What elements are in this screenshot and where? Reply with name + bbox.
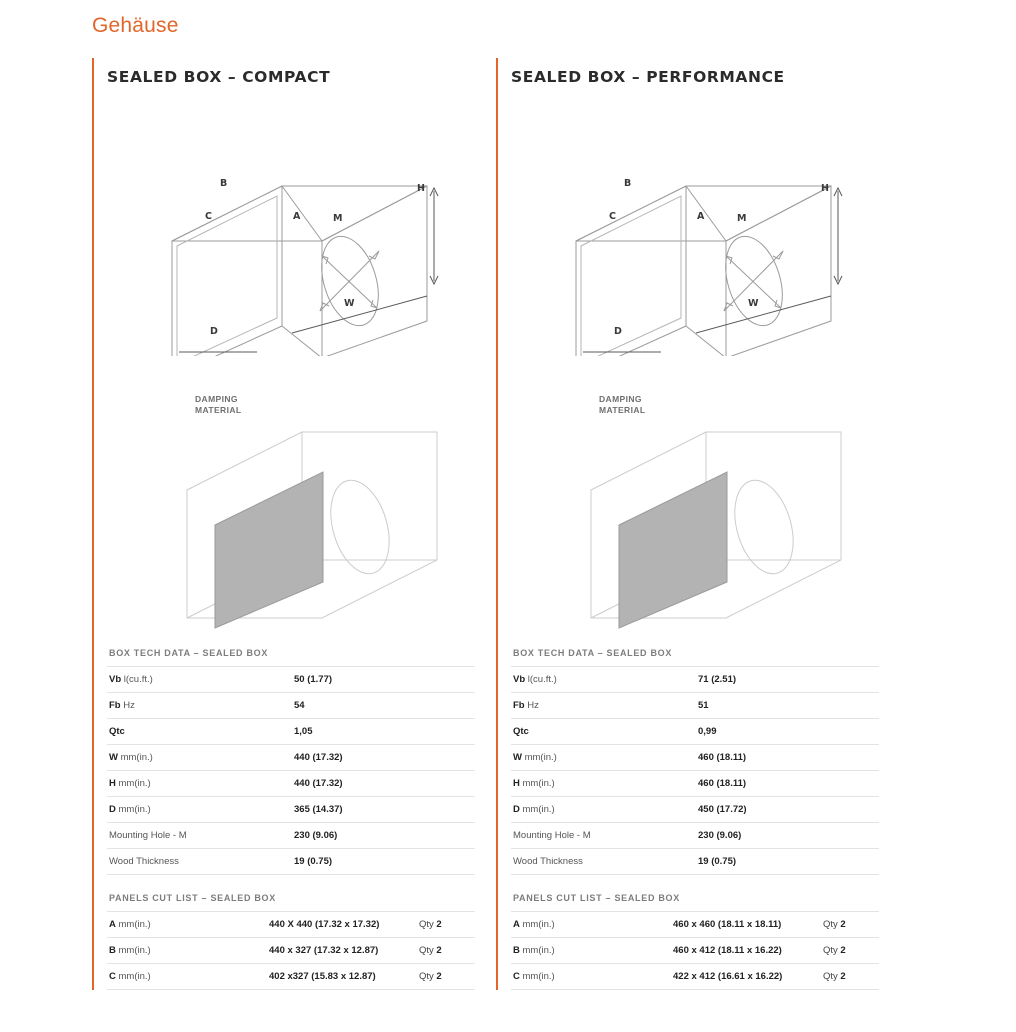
row-qty	[417, 912, 475, 938]
qty-value: 2	[436, 919, 442, 930]
table-row	[511, 797, 879, 823]
row-label	[511, 797, 696, 823]
row-label	[107, 667, 292, 693]
row-value: 440 X 440 (17.32 x 17.32)	[269, 919, 380, 930]
row-label	[511, 771, 696, 797]
row-label	[511, 745, 696, 771]
qty-value: 2	[840, 945, 846, 956]
qty-label: Qty	[823, 971, 838, 982]
row-symbol: D	[109, 804, 116, 815]
row-label	[107, 745, 292, 771]
table-row	[107, 823, 475, 849]
row-label	[107, 912, 267, 938]
table-row	[107, 667, 475, 693]
row-label	[107, 938, 267, 964]
row-value: 365 (14.37)	[294, 804, 343, 815]
row-qty	[821, 938, 879, 964]
table-row	[107, 771, 475, 797]
row-symbol: H	[109, 778, 116, 789]
table-row	[511, 938, 879, 964]
qty-label: Qty	[823, 945, 838, 956]
row-unit: l(cu.ft.)	[123, 674, 153, 685]
diagram-label-h: H	[821, 183, 829, 194]
page-title: Gehäuse	[92, 14, 179, 37]
row-label	[107, 823, 292, 849]
row-label	[511, 964, 671, 990]
row-unit: Mounting Hole - M	[109, 830, 187, 841]
row-value: 19 (0.75)	[294, 856, 333, 867]
row-unit: mm(in.)	[522, 778, 555, 789]
row-symbol: H	[513, 778, 520, 789]
row-qty	[417, 938, 475, 964]
columns-container	[92, 58, 992, 990]
row-label	[107, 771, 292, 797]
box-diagram-compact	[107, 96, 497, 356]
table-row	[107, 849, 475, 875]
row-unit: Wood Thickness	[513, 856, 583, 867]
row-value: 230 (9.06)	[698, 830, 742, 841]
row-qty	[821, 912, 879, 938]
row-label	[511, 849, 696, 875]
row-unit: mm(in.)	[118, 804, 151, 815]
box-diagram-svg	[511, 96, 901, 356]
row-value: 0,99	[698, 726, 717, 737]
cutlist-table-compact	[107, 911, 475, 990]
row-label	[107, 964, 267, 990]
row-unit: mm(in.)	[118, 778, 151, 789]
damping-diagram-svg	[511, 360, 901, 630]
damping-diagram-compact	[107, 360, 497, 630]
row-symbol: Fb	[513, 700, 525, 711]
damping-material-label	[599, 394, 645, 415]
qty-label: Qty	[823, 919, 838, 930]
row-value: 422 x 412 (16.61 x 16.22)	[673, 971, 783, 982]
diagram-label-b: B	[624, 178, 632, 189]
row-symbol: B	[513, 945, 520, 956]
column-compact	[92, 58, 496, 990]
row-label	[511, 667, 696, 693]
row-symbol: A	[513, 919, 520, 930]
row-symbol: D	[513, 804, 520, 815]
row-unit: mm(in.)	[522, 919, 555, 930]
table-row	[107, 964, 475, 990]
row-value: 440 (17.32)	[294, 778, 343, 789]
damping-label-line2: MATERIAL	[599, 404, 646, 415]
tech-table-caption: BOX TECH DATA – SEALED BOX	[513, 648, 673, 658]
row-symbol: W	[513, 752, 522, 763]
qty-label: Qty	[419, 945, 434, 956]
diagram-label-d: D	[210, 326, 218, 337]
row-value: 1,05	[294, 726, 313, 737]
table-row	[511, 912, 879, 938]
table-row	[511, 849, 879, 875]
row-unit: l(cu.ft.)	[527, 674, 557, 685]
tech-table-performance	[511, 666, 879, 875]
qty-label: Qty	[419, 919, 434, 930]
column-title: SEALED BOX – PERFORMANCE	[511, 68, 785, 86]
row-unit: mm(in.)	[118, 945, 151, 956]
row-qty	[417, 964, 475, 990]
qty-value: 2	[436, 971, 442, 982]
diagram-label-b: B	[220, 178, 228, 189]
row-value: 460 x 412 (18.11 x 16.22)	[673, 945, 782, 956]
diagram-label-m: M	[333, 213, 343, 224]
table-row	[511, 693, 879, 719]
row-symbol: Vb	[513, 674, 526, 685]
column-performance	[496, 58, 900, 990]
row-symbol: C	[513, 971, 520, 982]
tech-table-compact	[107, 666, 475, 875]
row-value: 440 x 327 (17.32 x 12.87)	[269, 945, 379, 956]
table-row	[511, 745, 879, 771]
cutlist-caption: PANELS CUT LIST – SEALED BOX	[513, 893, 680, 903]
row-value: 54	[294, 700, 305, 711]
qty-value: 2	[436, 945, 442, 956]
row-symbol: B	[109, 945, 116, 956]
row-symbol: W	[109, 752, 118, 763]
diagram-label-w: W	[748, 298, 759, 309]
row-value: 440 (17.32)	[294, 752, 343, 763]
row-value: 450 (17.72)	[698, 804, 747, 815]
table-row	[511, 964, 879, 990]
diagram-label-w: W	[344, 298, 355, 309]
qty-value: 2	[840, 919, 846, 930]
row-unit: Mounting Hole - M	[513, 830, 591, 841]
table-row	[107, 719, 475, 745]
row-label	[107, 719, 292, 745]
row-symbol: Qtc	[513, 726, 529, 737]
row-unit: mm(in.)	[522, 945, 555, 956]
table-row	[107, 693, 475, 719]
row-label	[511, 693, 696, 719]
row-qty	[821, 964, 879, 990]
table-row	[107, 797, 475, 823]
damping-label-line2: MATERIAL	[195, 404, 242, 415]
row-symbol: Fb	[109, 700, 121, 711]
diagram-label-a: A	[697, 211, 705, 222]
table-row	[107, 912, 475, 938]
row-value: 460 (18.11)	[698, 778, 747, 789]
diagram-label-c: C	[609, 211, 616, 222]
table-row	[511, 823, 879, 849]
row-value: 71 (2.51)	[698, 674, 737, 685]
row-label	[107, 849, 292, 875]
row-symbol: C	[109, 971, 116, 982]
row-unit: mm(in.)	[118, 971, 151, 982]
damping-material-label	[195, 394, 241, 415]
row-value: 460 x 460 (18.11 x 18.11)	[673, 919, 782, 930]
diagram-label-m: M	[737, 213, 747, 224]
row-unit: mm(in.)	[118, 919, 151, 930]
damping-diagram-performance	[511, 360, 901, 630]
row-unit: mm(in.)	[522, 971, 555, 982]
row-label	[511, 719, 696, 745]
row-label	[511, 938, 671, 964]
qty-label: Qty	[419, 971, 434, 982]
row-unit: Hz	[527, 700, 539, 711]
table-row	[511, 667, 879, 693]
table-row	[107, 745, 475, 771]
qty-value: 2	[840, 971, 846, 982]
row-symbol: Vb	[109, 674, 122, 685]
row-unit: Hz	[123, 700, 135, 711]
row-label	[511, 912, 671, 938]
cutlist-table-performance	[511, 911, 879, 990]
damping-label-line1: DAMPING	[195, 394, 238, 404]
diagram-label-d: D	[614, 326, 622, 337]
row-value: 460 (18.11)	[698, 752, 747, 763]
row-value: 230 (9.06)	[294, 830, 338, 841]
row-symbol: A	[109, 919, 116, 930]
row-value: 402 x327 (15.83 x 12.87)	[269, 971, 376, 982]
row-value: 51	[698, 700, 709, 711]
row-unit: mm(in.)	[120, 752, 153, 763]
damping-diagram-svg	[107, 360, 497, 630]
row-value: 19 (0.75)	[698, 856, 737, 867]
table-row	[511, 719, 879, 745]
diagram-label-h: H	[417, 183, 425, 194]
damping-label-line1: DAMPING	[599, 394, 642, 404]
row-symbol: Qtc	[109, 726, 125, 737]
box-diagram-performance	[511, 96, 901, 356]
tech-table-caption: BOX TECH DATA – SEALED BOX	[109, 648, 269, 658]
row-unit: mm(in.)	[524, 752, 557, 763]
diagram-label-a: A	[293, 211, 301, 222]
row-label	[511, 823, 696, 849]
box-diagram-svg	[107, 96, 497, 356]
row-label	[107, 693, 292, 719]
row-unit: mm(in.)	[522, 804, 555, 815]
column-title: SEALED BOX – COMPACT	[107, 68, 331, 86]
table-row	[511, 771, 879, 797]
diagram-label-c: C	[205, 211, 212, 222]
row-value: 50 (1.77)	[294, 674, 333, 685]
row-unit: Wood Thickness	[109, 856, 179, 867]
cutlist-caption: PANELS CUT LIST – SEALED BOX	[109, 893, 276, 903]
row-label	[107, 797, 292, 823]
table-row	[107, 938, 475, 964]
